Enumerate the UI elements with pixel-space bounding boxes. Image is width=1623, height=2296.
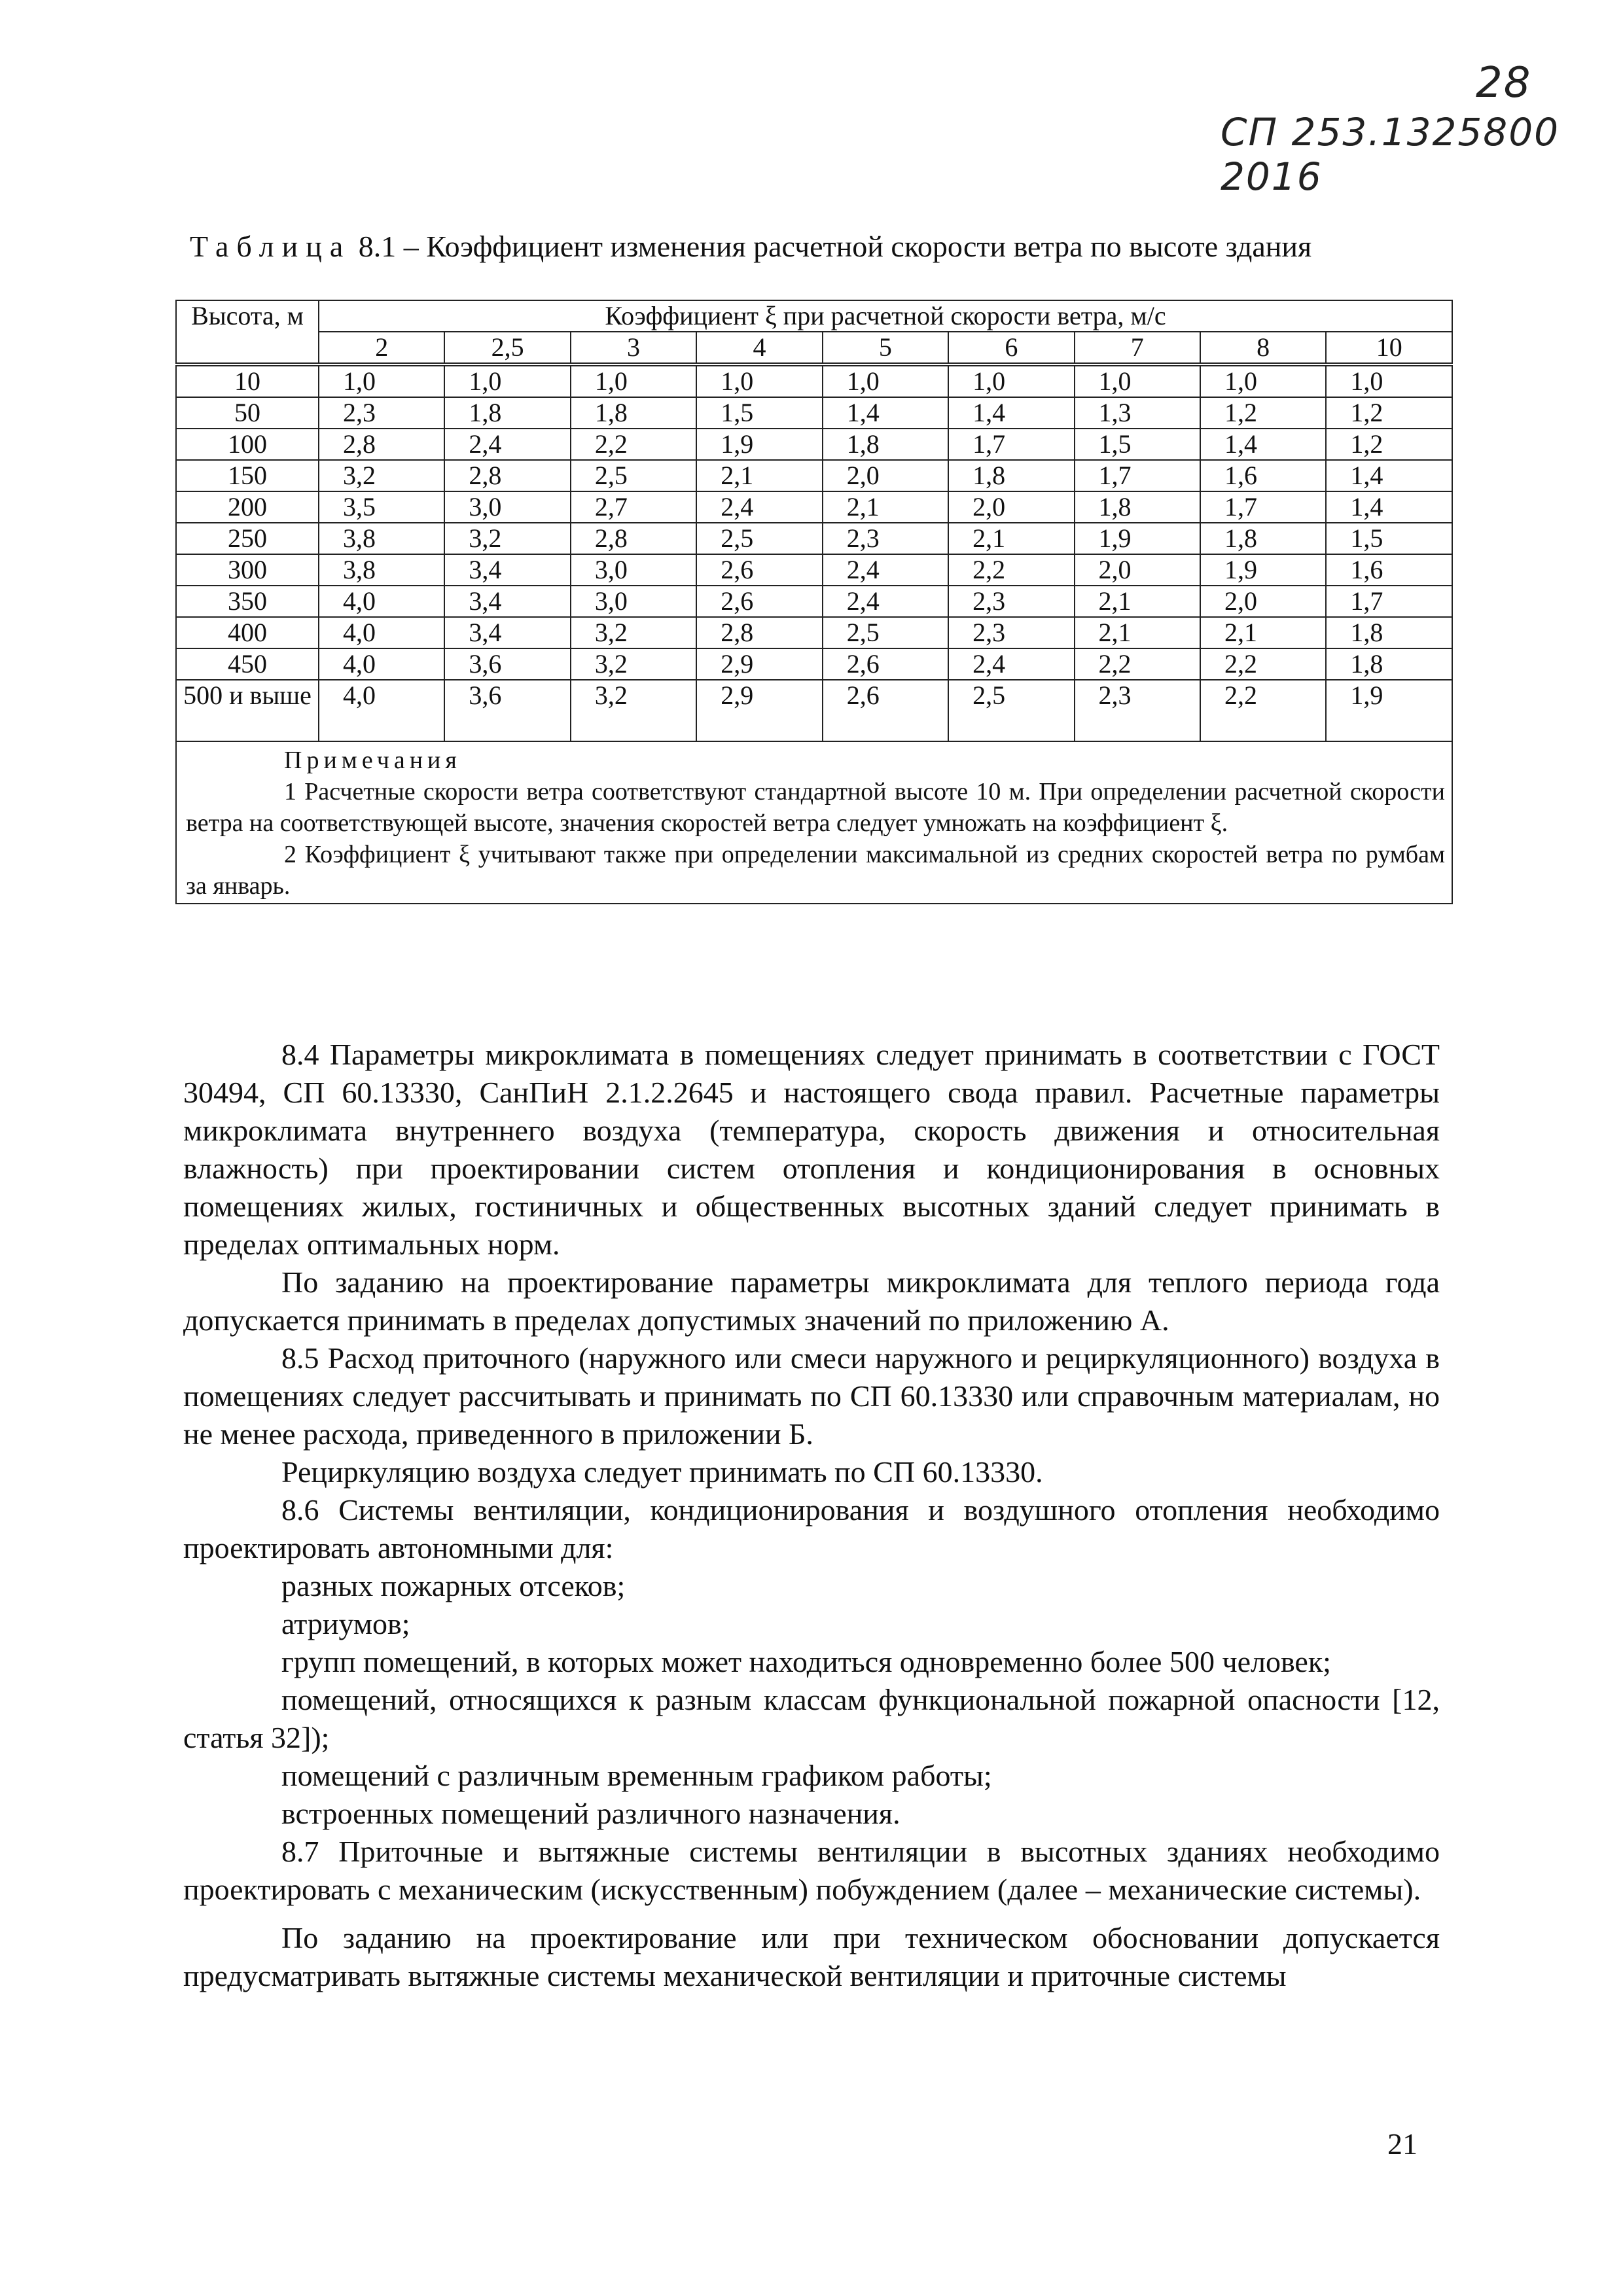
notes-row <box>176 741 1452 904</box>
table-header-row <box>176 300 1452 332</box>
handwritten-document-code: СП 253.1325800 2016 <box>1221 110 1560 199</box>
list-item: помещений с различным временным графиком работы; <box>281 1759 992 1792</box>
list-item: групп помещений, в которых может находиться одновременно более 500 человек; <box>281 1645 1331 1678</box>
coefficient-cell: 2,4 <box>823 554 948 586</box>
note-1: 1 Расчетные скорости ветра соответствуют стандартной высоте 10 м. При определении расчетной скорости ветра на соответствующей высоте, значения скоростей ветра следует умножать на коэффициент ξ. <box>186 778 1445 837</box>
coefficient-cell: 2,3 <box>948 586 1074 617</box>
coefficient-cell: 3,2 <box>571 617 696 648</box>
table-body <box>176 364 1452 741</box>
table-row <box>176 617 1452 648</box>
coefficient-cell: 1,3 <box>1075 397 1200 429</box>
coefficient-cell: 3,2 <box>571 680 696 741</box>
notes-title: Примечания <box>284 747 461 774</box>
coefficient-cell: 1,5 <box>1326 523 1452 554</box>
coefficient-cell: 1,2 <box>1326 397 1452 429</box>
coefficient-cell: 4,0 <box>319 617 444 648</box>
height-cell: 450 <box>176 648 319 680</box>
coefficient-cell: 2,8 <box>696 617 822 648</box>
table-row <box>176 460 1452 491</box>
table-row <box>176 491 1452 523</box>
coefficient-cell: 3,6 <box>444 680 570 741</box>
table-caption <box>190 229 1446 264</box>
coefficient-cell: 2,2 <box>1075 648 1200 680</box>
coefficient-cell: 1,0 <box>696 364 822 397</box>
coefficient-cell: 2,4 <box>444 429 570 460</box>
coefficient-cell: 1,8 <box>1326 648 1452 680</box>
coefficient-cell: 1,7 <box>1326 586 1452 617</box>
coefficient-cell: 3,0 <box>571 586 696 617</box>
height-cell: 300 <box>176 554 319 586</box>
paragraph-8-7: 8.7 Приточные и вытяжные системы вентиляции в высотных зданиях необходимо проектировать с механическим (искусственным) побуждением (далее – механические системы). <box>183 1835 1440 1906</box>
coefficient-cell: 1,4 <box>1200 429 1326 460</box>
coefficient-cell: 1,8 <box>1075 491 1200 523</box>
coefficient-cell: 1,0 <box>948 364 1074 397</box>
page-number: 21 <box>1387 2127 1418 2161</box>
coefficient-cell: 2,7 <box>571 491 696 523</box>
coefficient-cell: 2,1 <box>1200 617 1326 648</box>
coefficient-cell: 3,4 <box>444 617 570 648</box>
coefficient-cell: 2,5 <box>571 460 696 491</box>
height-cell: 200 <box>176 491 319 523</box>
coefficient-cell: 1,8 <box>444 397 570 429</box>
height-cell: 400 <box>176 617 319 648</box>
coefficient-cell: 2,8 <box>571 523 696 554</box>
list-item: встроенных помещений различного назначения. <box>281 1797 901 1830</box>
table-row <box>176 680 1452 741</box>
coefficient-cell: 1,7 <box>1200 491 1326 523</box>
coefficient-cell: 2,5 <box>823 617 948 648</box>
coefficient-cell: 3,2 <box>571 648 696 680</box>
header-coefficient: Коэффициент ξ при расчетной скорости ветра, м/с <box>319 300 1452 332</box>
height-cell: 150 <box>176 460 319 491</box>
table-row <box>176 397 1452 429</box>
coefficient-cell: 2,9 <box>696 680 822 741</box>
list-item: атриумов; <box>281 1607 410 1640</box>
coefficient-cell: 1,0 <box>1326 364 1452 397</box>
coefficient-cell: 1,5 <box>696 397 822 429</box>
table-row <box>176 523 1452 554</box>
paragraph-8-5: 8.5 Расход приточного (наружного или смеси наружного и рециркуляционного) воздуха в помещениях следует рассчитывать и принимать по СП 60.13330 или справочным материалам, но не менее расхода, приведенного в приложении Б. <box>183 1341 1440 1451</box>
coefficient-cell: 1,9 <box>1200 554 1326 586</box>
coefficient-cell: 2,2 <box>948 554 1074 586</box>
coefficient-cell: 2,0 <box>1075 554 1200 586</box>
coefficient-cell: 1,4 <box>823 397 948 429</box>
wind-coefficient-table <box>175 300 1453 904</box>
coefficient-cell: 2,6 <box>823 648 948 680</box>
list-item: разных пожарных отсеков; <box>281 1569 626 1602</box>
coefficient-cell: 2,2 <box>1200 680 1326 741</box>
handwritten-page-mark: 28 <box>1476 59 1532 107</box>
coefficient-cell: 2,2 <box>1200 648 1326 680</box>
coefficient-cell: 2,3 <box>1075 680 1200 741</box>
coefficient-cell: 2,3 <box>948 617 1074 648</box>
body-text <box>183 1036 1440 1995</box>
coefficient-cell: 2,1 <box>948 523 1074 554</box>
coefficient-cell: 2,1 <box>1075 586 1200 617</box>
coefficient-cell: 2,1 <box>823 491 948 523</box>
coefficient-cell: 2,4 <box>948 648 1074 680</box>
coefficient-cell: 4,0 <box>319 648 444 680</box>
coefficient-cell: 1,6 <box>1326 554 1452 586</box>
coefficient-cell: 1,0 <box>571 364 696 397</box>
speed-header-cell: 8 <box>1200 332 1326 364</box>
table-row <box>176 364 1452 397</box>
table-caption-label: Таблица <box>190 230 351 263</box>
table-row <box>176 586 1452 617</box>
coefficient-cell: 1,2 <box>1200 397 1326 429</box>
coefficient-cell: 2,3 <box>823 523 948 554</box>
speed-header-cell: 2,5 <box>444 332 570 364</box>
coefficient-cell: 3,0 <box>571 554 696 586</box>
coefficient-cell: 2,0 <box>823 460 948 491</box>
coefficient-cell: 2,6 <box>823 680 948 741</box>
note-2: 2 Коэффициент ξ учитывают также при определении максимальной из средних скоростей ветра по румбам за январь. <box>186 841 1445 900</box>
height-cell: 50 <box>176 397 319 429</box>
coefficient-cell: 2,6 <box>696 554 822 586</box>
coefficient-cell: 2,9 <box>696 648 822 680</box>
coefficient-cell: 2,0 <box>1200 586 1326 617</box>
speed-header-cell: 2 <box>319 332 444 364</box>
coefficient-cell: 2,8 <box>319 429 444 460</box>
coefficient-cell: 2,4 <box>823 586 948 617</box>
coefficient-cell: 2,3 <box>319 397 444 429</box>
coefficient-cell: 1,6 <box>1200 460 1326 491</box>
coefficient-cell: 1,7 <box>1075 460 1200 491</box>
paragraph-recirculation: Рециркуляцию воздуха следует принимать по СП 60.13330. <box>281 1455 1043 1489</box>
speed-header-cell: 4 <box>696 332 822 364</box>
paragraph-warm-period: По заданию на проектирование параметры микроклимата для теплого периода года допускается принимать в пределах допустимых значений по приложению А. <box>183 1265 1440 1337</box>
coefficient-cell: 1,9 <box>1326 680 1452 741</box>
coefficient-cell: 4,0 <box>319 586 444 617</box>
coefficient-cell: 2,8 <box>444 460 570 491</box>
speed-header-cell: 5 <box>823 332 948 364</box>
speed-header-cell: 10 <box>1326 332 1452 364</box>
speed-header-cell: 3 <box>571 332 696 364</box>
coefficient-cell: 1,9 <box>1075 523 1200 554</box>
coefficient-cell: 1,0 <box>823 364 948 397</box>
coefficient-cell: 1,0 <box>444 364 570 397</box>
coefficient-cell: 1,2 <box>1326 429 1452 460</box>
coefficient-cell: 3,2 <box>444 523 570 554</box>
coefficient-cell: 2,1 <box>1075 617 1200 648</box>
list-item: помещений, относящихся к разным классам функциональной пожарной опасности [12, статья 32]); <box>183 1683 1440 1754</box>
coefficient-cell: 1,4 <box>948 397 1074 429</box>
coefficient-cell: 1,4 <box>1326 491 1452 523</box>
table-caption-text: 8.1 – Коэффициент изменения расчетной скорости ветра по высоте здания <box>358 230 1312 263</box>
coefficient-cell: 3,4 <box>444 554 570 586</box>
coefficient-cell: 2,0 <box>948 491 1074 523</box>
height-cell: 250 <box>176 523 319 554</box>
speed-header-row <box>176 332 1452 364</box>
paragraph-8-4: 8.4 Параметры микроклимата в помещениях следует принимать в соответствии с ГОСТ 30494, СП 60.13330, СанПиН 2.1.2.2645 и настоящего свода правил. Расчетные параметры микроклимата внутреннего воздуха (температура, скорость движения и относительная влажность) при проектировании систем отопления и кондиционирования в основных помещениях жилых, гостиничных и общественных высотных зданий следует принимать в пределах оптимальных норм. <box>183 1038 1440 1261</box>
speed-header-cell: 7 <box>1075 332 1200 364</box>
coefficient-cell: 1,4 <box>1326 460 1452 491</box>
paragraph-8-6: 8.6 Системы вентиляции, кондиционирования и воздушного отопления необходимо проектировать автономными для: <box>183 1493 1440 1564</box>
coefficient-cell: 1,5 <box>1075 429 1200 460</box>
coefficient-cell: 1,8 <box>948 460 1074 491</box>
table-row <box>176 648 1452 680</box>
coefficient-cell: 1,8 <box>571 397 696 429</box>
coefficient-cell: 1,7 <box>948 429 1074 460</box>
coefficient-cell: 3,5 <box>319 491 444 523</box>
coefficient-cell: 3,8 <box>319 523 444 554</box>
height-cell: 100 <box>176 429 319 460</box>
coefficient-cell: 1,9 <box>696 429 822 460</box>
coefficient-cell: 1,8 <box>1326 617 1452 648</box>
coefficient-cell: 3,4 <box>444 586 570 617</box>
table-row <box>176 554 1452 586</box>
coefficient-cell: 1,8 <box>1200 523 1326 554</box>
coefficient-cell: 1,0 <box>1200 364 1326 397</box>
header-height: Высота, м <box>176 300 319 364</box>
height-cell: 500 и выше <box>176 680 319 741</box>
coefficient-cell: 4,0 <box>319 680 444 741</box>
coefficient-cell: 2,6 <box>696 586 822 617</box>
paragraph-exhaust-systems: По заданию на проектирование или при техническом обосновании допускается предусматривать вытяжные системы механической вентиляции и приточные системы <box>183 1921 1440 1992</box>
coefficient-cell: 2,1 <box>696 460 822 491</box>
coefficient-cell: 3,2 <box>319 460 444 491</box>
coefficient-cell: 3,0 <box>444 491 570 523</box>
coefficient-cell: 2,5 <box>948 680 1074 741</box>
height-cell: 10 <box>176 364 319 397</box>
coefficient-cell: 1,8 <box>823 429 948 460</box>
coefficient-cell: 3,8 <box>319 554 444 586</box>
speed-header-cell: 6 <box>948 332 1074 364</box>
coefficient-cell: 2,4 <box>696 491 822 523</box>
table-row <box>176 429 1452 460</box>
coefficient-cell: 3,6 <box>444 648 570 680</box>
coefficient-cell: 2,5 <box>696 523 822 554</box>
coefficient-cell: 2,2 <box>571 429 696 460</box>
height-cell: 350 <box>176 586 319 617</box>
coefficient-cell: 1,0 <box>1075 364 1200 397</box>
coefficient-cell: 1,0 <box>319 364 444 397</box>
table-notes <box>176 741 1452 904</box>
